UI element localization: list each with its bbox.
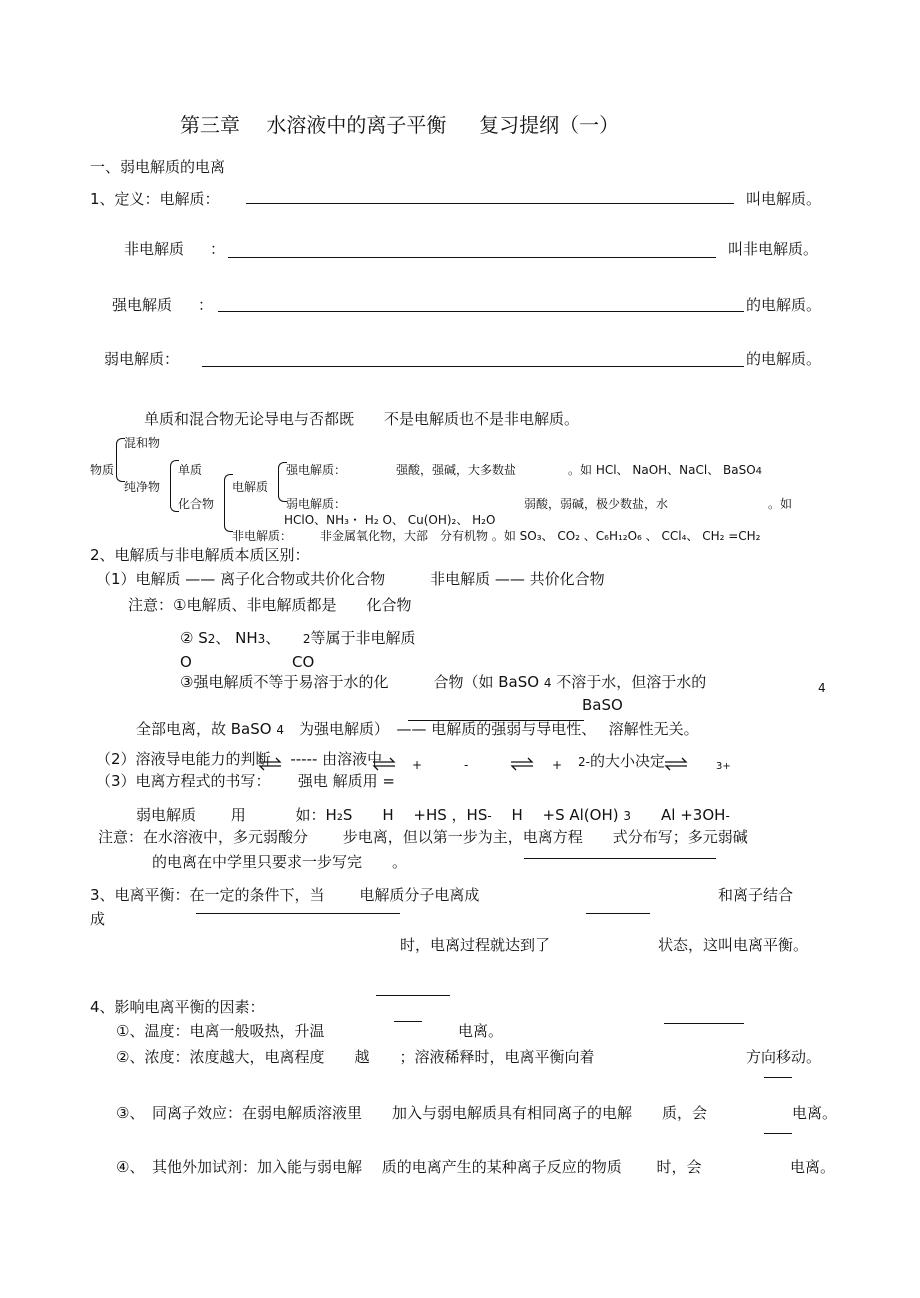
section1-heading: 一、弱电解质的电离 (90, 158, 226, 176)
note-3: ③强电解质不等于易溶于水的化 合物（如 BaSO 4 不溶于水，但溶于水的 (180, 673, 707, 691)
non-electrolyte-item: 非电解质： (232, 529, 293, 543)
note-2-o: O (180, 653, 192, 671)
weak-electrolyte-examples: HClO、NH₃・ H₂ O、 Cu(OH)₂、 H₂O (284, 513, 496, 527)
blank-line (218, 311, 744, 312)
pure-substance-label: 纯净物 (124, 480, 161, 494)
strong-electrolyte-item: 强电解质： (286, 463, 347, 477)
page-title: 第三章 水溶液中的离子平衡 复习提纲（一） (180, 113, 620, 137)
conductivity-plus2: + (552, 758, 563, 772)
note-3-subscript: 4 (818, 681, 826, 695)
conductivity-3plus: 3+ (716, 761, 731, 772)
note-3-continued: 全部电离，故 BaSO 4 为强电解质） —— 电解质的强弱与导电性、 溶解性无关。 (136, 720, 699, 738)
factor-concentration: ②、浓度：浓度越大，电离程度 越 ；溶液稀释时，电离平衡向着 (116, 1048, 595, 1066)
factor-common-ion: ③、 同离子效应：在弱电解质溶液里 加入与弱电解质具有相同离子的电解 质，会 (116, 1104, 707, 1122)
weak-electrolyte-tail: 的电解质。 (746, 350, 822, 368)
strong-electrolyte-label: 强电解质 (112, 296, 173, 314)
compound-label: 化合物 (178, 497, 215, 511)
strong-electrolyte-examples: 。如 HCl、 NaOH、NaCl、 BaSO4 (568, 463, 763, 477)
conductivity-tail: 2-的大小决定 (578, 752, 665, 770)
equilibrium-arrow-icon (372, 757, 396, 771)
note-4: 注意：在水溶液中，多元弱酸分 步电离，但以第一步为主，电离方程 式分布写；多元弱碱 (98, 828, 748, 846)
ionization-equilibrium-cont: 成 (90, 910, 106, 928)
section4-heading: 4、影响电离平衡的因素： (90, 998, 265, 1016)
note-2: ② S2、 NH3、 2等属于非电解质 (180, 629, 416, 647)
weak-electrolyte-item: 弱电解质： (286, 497, 347, 511)
definition-comparison: （1）电解质 —— 离子化合物或共价化合物 非电解质 —— 共价化合物 (96, 570, 605, 588)
note-4-cont: 的电离在中学里只要求一步写完 。 (152, 853, 408, 871)
section2-heading: 2、电解质与非电解质本质区别： (90, 546, 310, 564)
element-label: 单质 (178, 463, 203, 477)
blank-line (246, 203, 734, 204)
factor-common-ion-tail: 电离。 (792, 1104, 838, 1122)
blank-line (394, 1021, 422, 1022)
non-electrolyte-desc: 非金属氧化物，大部 分有机物 。如 SO₃、 CO₂ 、C₆H₁₂O₆ 、 CCl₄、 CH₂ =CH₂ (320, 529, 761, 543)
element-mixture-note: 单质和混合物无论导电与否都既 不是电解质也不是非电解质。 (144, 410, 580, 428)
blank-line (376, 995, 450, 996)
weak-electrolyte-eg: 。如 (768, 497, 793, 511)
matter-label: 物质 (90, 463, 115, 477)
non-electrolyte-tail: 叫非电解质。 (728, 240, 819, 258)
conductivity-plus: + (412, 758, 423, 772)
note-3-baso: BaSO (582, 696, 623, 714)
conductivity-note: （2）溶液导电能力的判断 ----- 由溶液中 (96, 750, 383, 768)
brace-icon (116, 438, 125, 482)
blank-line (408, 720, 584, 721)
mixture-label: 混和物 (124, 436, 161, 450)
non-electrolyte-label: 非电解质 (124, 240, 185, 258)
definition-electrolyte-tail: 叫电解质。 (746, 190, 822, 208)
blank-line (764, 1077, 792, 1078)
blank-line (764, 1133, 792, 1134)
blank-line (196, 913, 400, 914)
equilibrium-state-tail: 状态，这叫电离平衡。 (658, 936, 809, 954)
blank-line (228, 257, 716, 258)
blank-line (202, 366, 744, 367)
note-1: 注意：①电解质、非电解质都是 化合物 (128, 596, 412, 614)
factor-other-reagents: ④、 其他外加试剂：加入能与弱电解 质的电离产生的某种离子反应的物质 时，会 (116, 1158, 702, 1176)
factor-temperature: ①、温度：电离一般吸热，升温 (116, 1022, 325, 1040)
strong-electrolyte-colon: ： (198, 296, 214, 314)
strong-electrolyte-tail: 的电解质。 (746, 296, 822, 314)
ionization-equation-note: （3）电离方程式的书写： 强电 解质用 = (96, 772, 395, 790)
equilibrium-arrow-icon (510, 757, 534, 771)
weak-electrolyte-label: 弱电解质： (104, 350, 180, 368)
factor-temperature-tail: 电离。 (458, 1022, 504, 1040)
blank-line (586, 913, 650, 914)
equilibrium-state: 时，电离过程就达到了 (400, 936, 551, 954)
definition-electrolyte-label: 1、定义：电解质： (90, 190, 220, 208)
weak-electrolyte-equation: 弱电解质 用 如：H₂S H +HS ，HS- H +S Al(OH) 3 Al +3OH- (136, 806, 730, 824)
blank-line (664, 1023, 744, 1024)
factor-other-reagents-tail: 电离。 (790, 1158, 836, 1176)
equilibrium-arrow-icon (258, 757, 282, 771)
note-2-co: CO (292, 653, 315, 671)
factor-concentration-tail: 方向移动。 (746, 1048, 822, 1066)
conductivity-minus: - (464, 758, 469, 772)
strong-electrolyte-desc: 强酸，强碱，大多数盐 (396, 463, 517, 477)
non-electrolyte-colon: ： (210, 240, 226, 258)
equilibrium-arrow-icon (664, 757, 688, 771)
electrolyte-label: 电解质 (232, 480, 269, 494)
ionization-equilibrium-tail: 和离子结合 (718, 886, 794, 904)
blank-line (524, 858, 716, 859)
ionization-equilibrium-definition: 3、电离平衡：在一定的条件下，当 电解质分子电离成 (90, 886, 480, 904)
weak-electrolyte-desc: 弱酸，弱碱，极少数盐，水 (524, 497, 669, 511)
